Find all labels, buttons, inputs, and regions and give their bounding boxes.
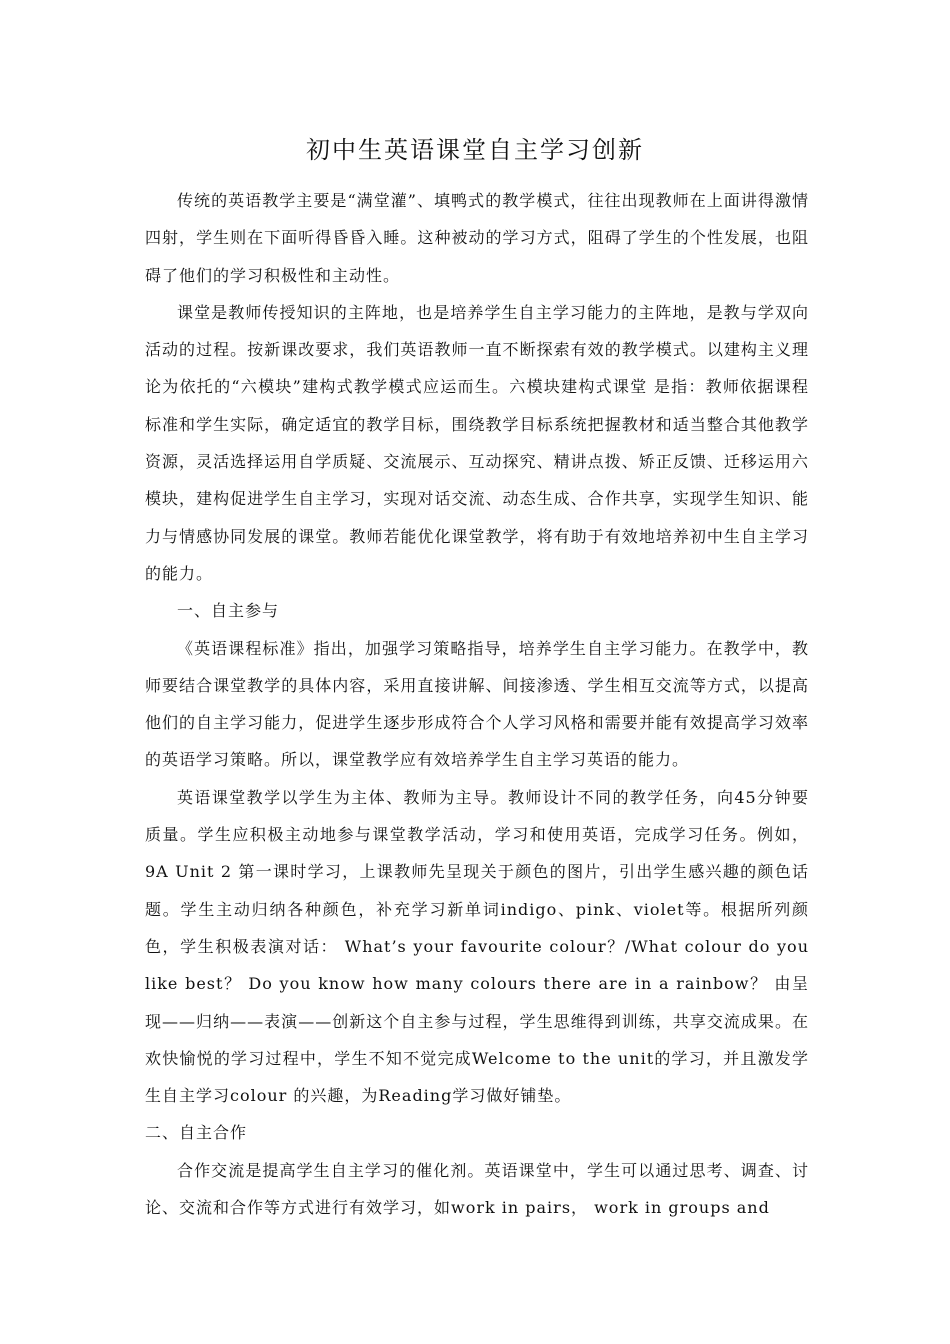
paragraph-example-lesson: 英语课堂教学以学生为主体、教师为主导。教师设计不同的教学任务，向45分钟要质量。学生应积极主动地参与课堂教学活动，学习和使用英语，完成学习任务。例如，9A Unit 2 第一课时学习，上课教师先呈现关于颜色的图片，引出学生感兴趣的颜色话题。学生主动归纳各种颜色，补充学习新单词indigo、pink、violet等。根据所列颜色，学生积极表演对话： What’s your favourite colour？/What colour do you like best？ Do you know how many colours there are in a rainbow？ 由呈现——归纳——表演——创新这个自主参与过程，学生思维得到训练，共享交流成果。在欢快愉悦的学习过程中，学生不知不觉完成Welcome to the unit的学习，并且激发学生自主学习colour 的兴趣，为Reading学习做好铺垫。 (145, 787, 809, 1106)
document-body (145, 182, 809, 1226)
paragraph-intro: 传统的英语教学主要是“满堂灌”、填鸭式的教学模式，往往出现教师在上面讲得激情四射，学生则在下面听得昏昏入睡。这种被动的学习方式，阻碍了学生的个性发展，也阻碍了他们的学习积极性和主动性。 (145, 191, 809, 285)
paragraph-classroom: 课堂是教师传授知识的主阵地，也是培养学生自主学习能力的主阵地，是教与学双向活动的过程。按新课改要求，我们英语教师一直不断探索有效的教学模式。以建构主义理论为依托的“六模块”建构式教学模式应运而生。六模块建构式课堂 是指：教师依据课程标准和学生实际，确定适宜的教学目标，围绕教学目标系统把握教材和适当整合其他教学资源，灵活选择运用自学质疑、交流展示、互动探究、精讲点拨、矫正反馈、迁移运用六模块，建构促进学生自主学习，实现对话交流、动态生成、合作共享，实现学生知识、能力与情感协同发展的课堂。教师若能优化课堂教学，将有助于有效地培养初中生自主学习的能力。 (145, 302, 809, 583)
document-title: 初中生英语课堂自主学习创新 (306, 136, 644, 164)
section-heading-self-cooperation: 二、自主合作 (145, 1123, 248, 1143)
paragraph-cooperation: 合作交流是提高学生自主学习的催化剂。英语课堂中，学生可以通过思考、调查、讨论、交流和合作等方式进行有效学习，如work in pairs， work in groups and (145, 1160, 809, 1218)
section-heading-self-participation: 一、自主参与 (177, 601, 280, 621)
paragraph-curriculum-standard: 《英语课程标准》指出，加强学习策略指导，培养学生自主学习能力。在教学中，教师要结合课堂教学的具体内容，采用直接讲解、间接渗透、学生相互交流等方式，以提高他们的自主学习能力，促进学生逐步形成符合个人学习风格和需要并能有效提高学习效率的英语学习策略。所以，课堂教学应有效培养学生自主学习英语的能力。 (145, 638, 809, 770)
